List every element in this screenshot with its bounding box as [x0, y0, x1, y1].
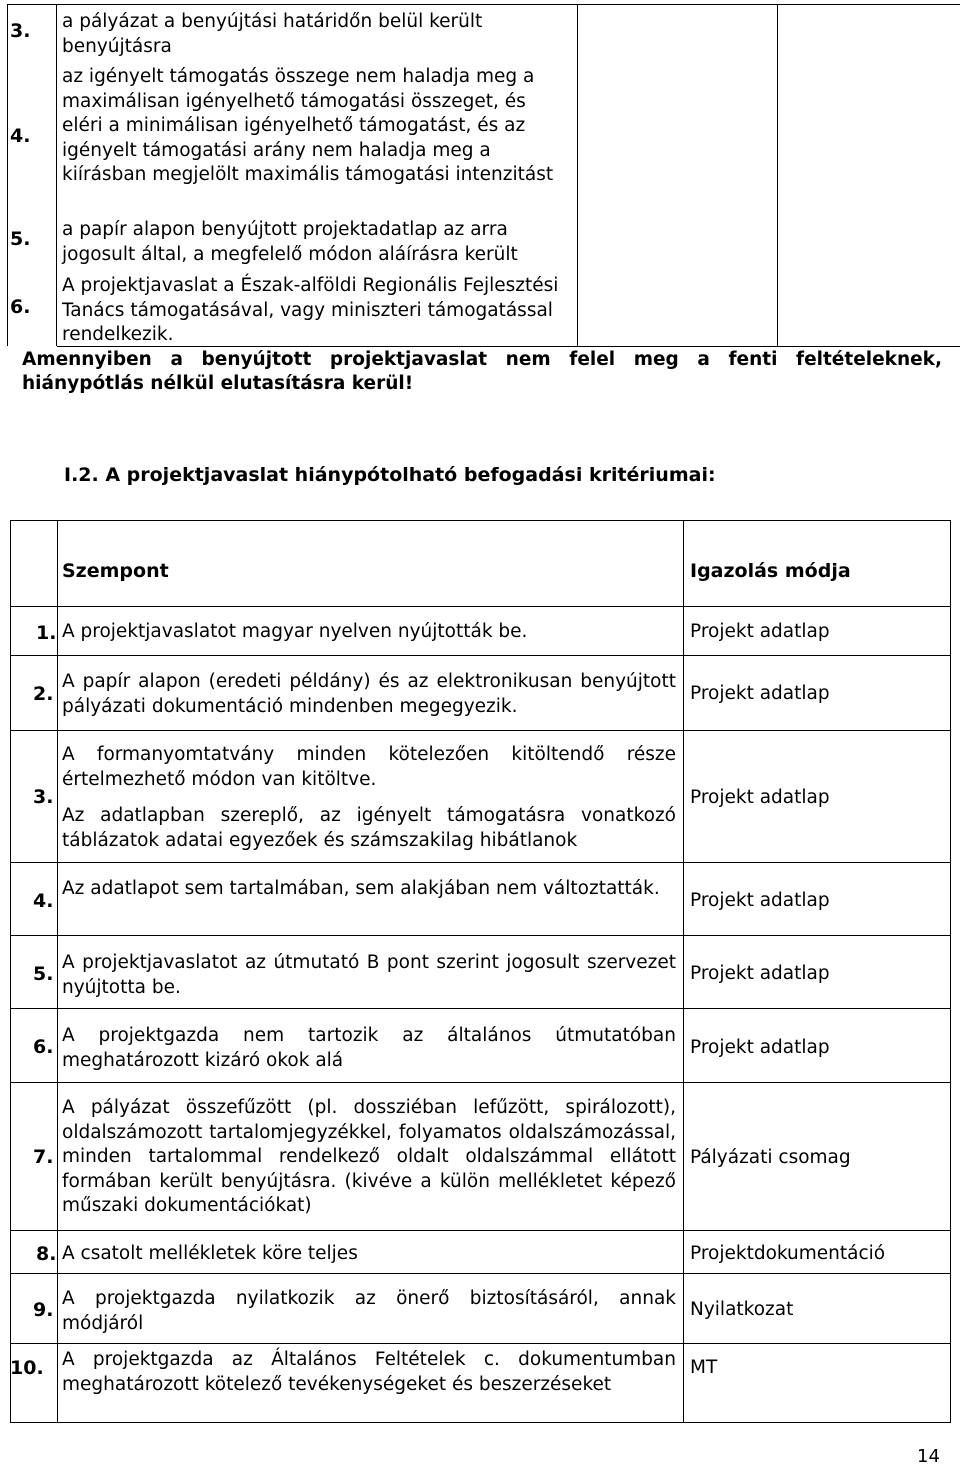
warning-text: Amennyiben a benyújtott projektjavaslat nem felel meg a fenti feltételeknek, hiánypótlás nélkül elutasításra kerül! — [22, 349, 942, 394]
criterion-text-2: Az adatlapban szereplő, az igényelt támogatásra vonatkozó táblázatok adatai egyezőek és számszakilag hibátlanok — [62, 805, 676, 851]
row-number: 9. — [33, 1299, 54, 1321]
criterion-text: A projektjavaslat a Észak-alföldi Regionális Fejlesztési Tanács támogatásával, vagy miniszteri támogatással rendelkezik. — [62, 275, 559, 345]
row-number: 4. — [10, 125, 31, 147]
proof-text: Pályázati csomag — [690, 1147, 851, 1168]
row-number: 10. — [10, 1357, 44, 1379]
row-number: 6. — [33, 1036, 54, 1058]
criterion-text: A formanyomtatvány minden kötelezően kitöltendő része értelmezhető módon van kitöltve. — [62, 744, 676, 790]
proof-text: Projekt adatlap — [690, 621, 830, 642]
criterion-text: A projektjavaslatot magyar nyelven nyújtották be. — [62, 621, 528, 642]
proof-text: Projekt adatlap — [690, 787, 830, 808]
row-number: 5. — [33, 963, 54, 985]
proof-text: Projektdokumentáció — [690, 1243, 886, 1264]
criterion-text: az igényelt támogatás összege nem haladja meg a maximálisan igényelhető támogatási összeget, és eléri a minimálisan igényelhető támogatást, és az igényelt támogatási arány nem haladja meg a kiírásban megjelölt maximális támogatási intenzitást — [62, 66, 554, 185]
proof-text: Projekt adatlap — [690, 683, 830, 704]
proof-text: Projekt adatlap — [690, 890, 830, 911]
row-number: 7. — [33, 1146, 54, 1168]
row-number: 5. — [10, 228, 31, 250]
row-number: 4. — [33, 890, 54, 912]
row-number: 3. — [33, 786, 54, 808]
criterion-text: A csatolt mellékletek köre teljes — [62, 1243, 358, 1264]
criterion-text: A projektjavaslatot az útmutató B pont szerint jogosult szervezet nyújtotta be. — [62, 952, 676, 998]
criterion-text: A pályázat összefűzött (pl. dossziéban lefűzött, spirálozott), oldalszámozott tartalomjegyzékkel, folyamatos oldalszámozással, minden tartalommal rendelkező oldalt oldalszámmal ellátott formában került benyújtásra. (kivéve a külön mellékletet képező műszaki dokumentációkat) — [62, 1097, 676, 1216]
row-number: 3. — [10, 20, 31, 42]
criterion-text: A projektgazda az Általános Feltételek c. dokumentumban meghatározott kötelező tevékenységeket és beszerzéseket — [62, 1349, 676, 1395]
proof-text: Projekt adatlap — [690, 1037, 830, 1058]
row-number: 2. — [33, 683, 54, 705]
section-title: I.2. A projektjavaslat hiánypótolható befogadási kritériumai: — [64, 464, 716, 486]
criterion-text: a pályázat a benyújtási határidőn belül került benyújtásra — [62, 11, 483, 57]
proof-text: MT — [690, 1357, 718, 1378]
header-criterion: Szempont — [62, 560, 169, 582]
criterion-text: A projektgazda nem tartozik az általános útmutatóban meghatározott kizáró okok alá — [62, 1025, 676, 1071]
header-proof: Igazolás módja — [690, 560, 851, 582]
row-number: 8. — [36, 1243, 57, 1265]
proof-text: Projekt adatlap — [690, 963, 830, 984]
row-number: 1. — [36, 622, 57, 644]
criterion-text: Az adatlapot sem tartalmában, sem alakjában nem változtatták. — [62, 878, 660, 899]
criterion-text: A papír alapon (eredeti példány) és az elektronikusan benyújtott pályázati dokumentáció mindenben megegyezik. — [62, 671, 676, 717]
page-number: 14 — [917, 1446, 940, 1467]
criterion-text: A projektgazda nyilatkozik az önerő biztosításáról, annak módjáról — [62, 1288, 676, 1334]
criterion-text: a papír alapon benyújtott projektadatlap az arra jogosult által, a megfelelő módon aláírásra került — [62, 219, 518, 265]
row-number: 6. — [10, 296, 31, 318]
proof-text: Nyilatkozat — [690, 1299, 794, 1320]
